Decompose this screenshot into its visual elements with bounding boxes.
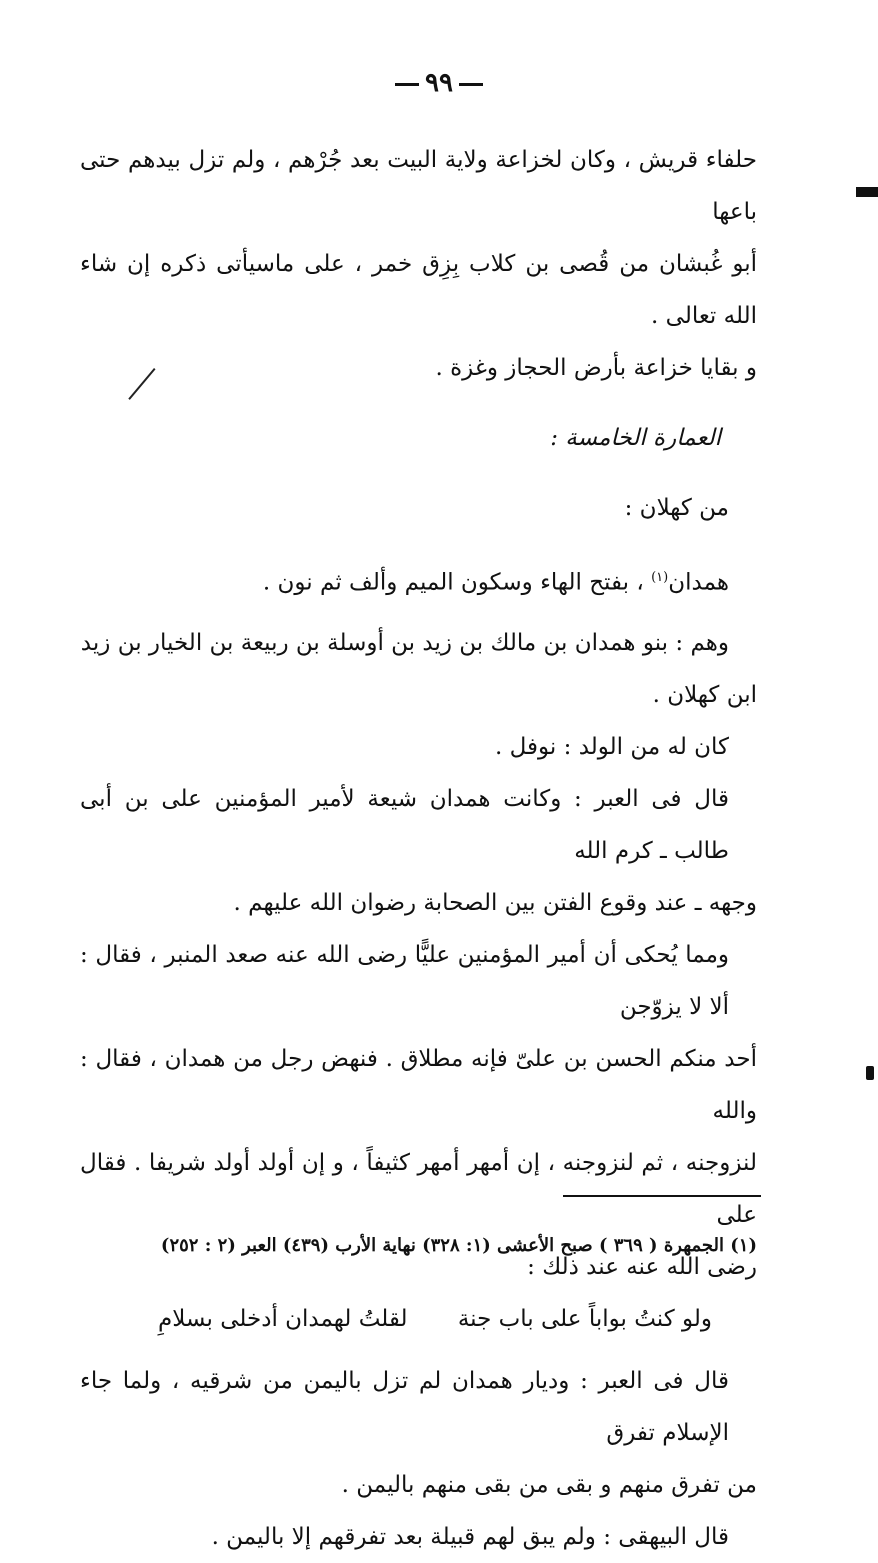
scan-edge-dot	[866, 1066, 874, 1080]
text-line: أبو غُبشان من قُصى بن كلاب بِزِق خمر ، على ماسيأتى ذكره إن شاء الله تعالى .	[80, 251, 757, 329]
text-line: قال البيهقى : ولم يبق لهم قبيلة بعد تفرقهم إلا باليمن .	[211, 1523, 729, 1550]
spacer	[80, 394, 757, 412]
spacer	[80, 464, 757, 482]
footnote-ref: (١)	[651, 570, 669, 585]
text-line: و بقايا خزاعة بأرض الحجاز وغزة .	[435, 355, 757, 381]
spacer	[80, 534, 757, 552]
spacer	[80, 609, 757, 617]
scan-edge-mark	[856, 187, 878, 197]
text-line: قال فى العبر : وكانت همدان شيعة لأمير المؤمنين على بن أبى طالب ـ كرم الله	[80, 785, 729, 864]
footnote: (١) الجمهرة ( ٣٦٩ ) صبح الأعشى (١: ٣٢٨) نهاية الأرب (٤٣٩) العبر (٢ : ٢٥٢)	[160, 1235, 757, 1256]
subheading: من كهلان :	[624, 495, 729, 521]
spacer	[80, 1345, 757, 1355]
text-line: من تفرق منهم و بقى من بقى منهم باليمن .	[341, 1471, 757, 1498]
text-line: كان له من الولد : نوفل .	[495, 733, 729, 760]
entry-title: همدان$^{(١)}$ ، بفتح الهاء وسكون الميم وألف ثم نون .	[262, 569, 729, 596]
verse-hemistich-second: لقلتُ لهمدان أدخلى بسلامِ	[158, 1305, 408, 1332]
text-line: حلفاء قريش ، وكان لخزاعة ولاية البيت بعد جُرْهم ، ولم تزل بيدهم حتى باعها	[80, 147, 757, 225]
page-number-dash-right	[459, 83, 483, 86]
text-line: ومما يُحكى أن أمير المؤمنين عليًّا رضى الله عنه صعد المنبر ، فقال : ألا لا يزوّجن	[80, 941, 729, 1020]
main-text	[80, 134, 757, 1563]
text-line: ابن كهلان .	[652, 681, 757, 708]
verse-hemistich-first: ولو كنتُ بواباً على باب جنة	[457, 1305, 712, 1332]
text-line: قال فى العبر : وديار همدان لم تزل باليمن من شرقيه ، ولما جاء الإسلام تفرق	[80, 1367, 729, 1446]
text-line: أحد منكم الحسن بن علىّ فإنه مطلاق . فنهض رجل من همدان ، فقال : والله	[80, 1045, 757, 1124]
section-heading: العمارة الخامسة :	[550, 425, 721, 451]
page-number-dash-left	[395, 83, 419, 86]
text-line: وجهه ـ عند وقوع الفتن بين الصحابة رضوان الله عليهم .	[233, 889, 757, 916]
page-number: ٩٩	[0, 68, 878, 98]
text-line: رضى الله عنه عند ذلك :	[527, 1253, 757, 1280]
text-line: لنزوجنه ، ثم لنزوجنه ، إن أمهر أمهر كثيفاً ، و إن أولد أولد شريفا . فقال على	[80, 1149, 757, 1228]
poetry-verse	[80, 1293, 757, 1345]
footnote-separator	[563, 1195, 761, 1197]
text-line: وهم : بنو همدان بن مالك بن زيد بن أوسلة بن ربيعة بن الخيار بن زيد	[80, 629, 729, 656]
